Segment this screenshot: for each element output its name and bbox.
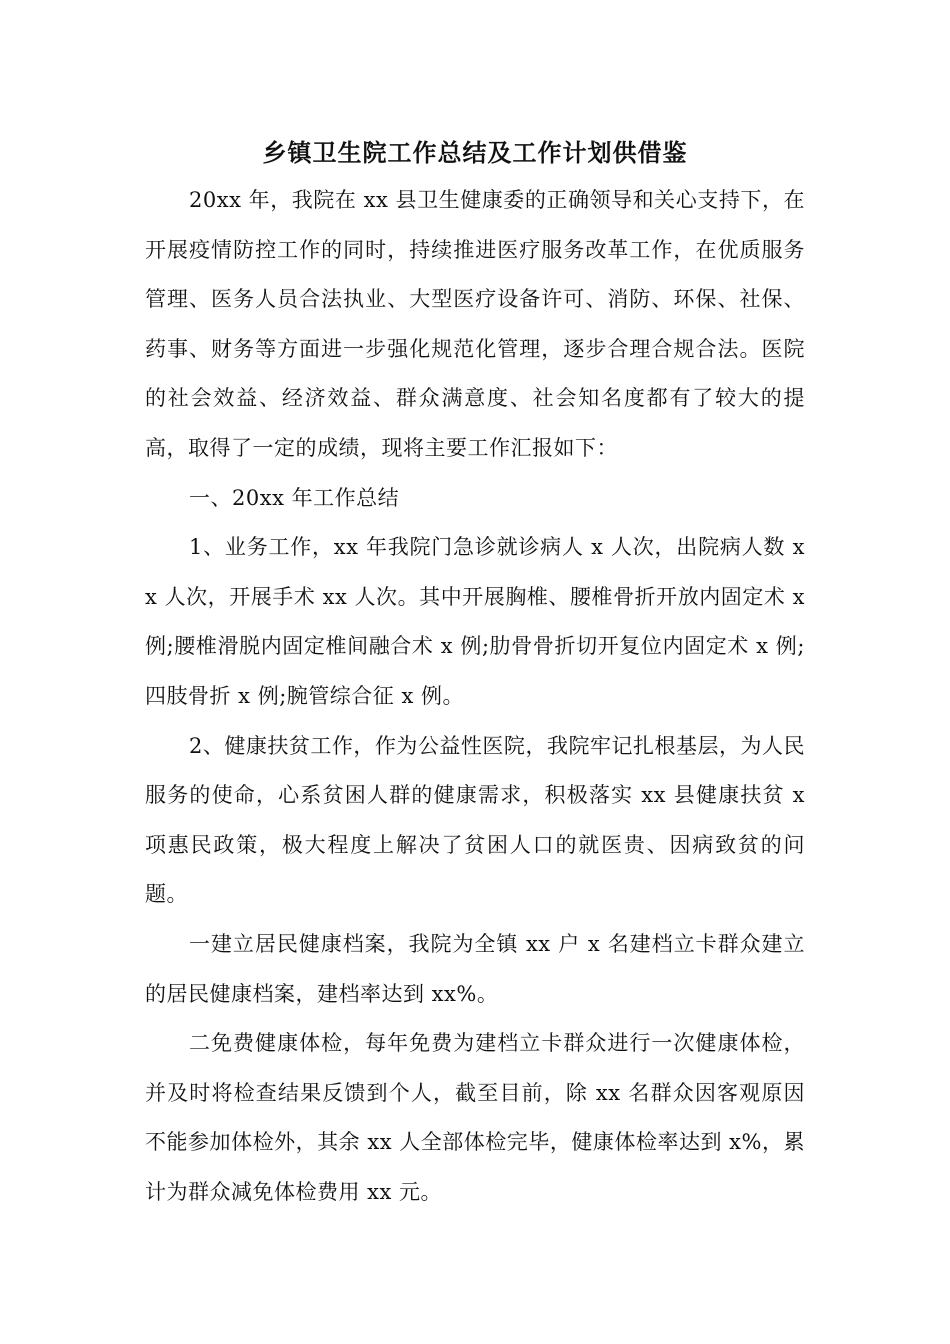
section-heading-summary: 一、20xx 年工作总结 xyxy=(189,485,400,510)
paragraph-health-records: 一建立居民健康档案，我院为全镇 xx 户 x 名建档立卡群众建立的居民健康档案，建档率达到 xx%。 xyxy=(145,931,805,1006)
paragraph-intro: 20xx 年，我院在 xx 县卫生健康委的正确领导和关心支持下，在开展疫情防控工作的同时，持续推进医疗服务改革工作，在优质服务管理、医务人员合法执业、大型医疗设备许可、消防、环保、社保、药事、财务等方面进一步强化规范化管理，逐步合理合规合法。医院的社会效益、经济效益、群众满意度、社会知名度都有了较大的提高，取得了一定的成绩，现将主要工作汇报如下： xyxy=(145,188,805,460)
paragraph-health-poverty: 2、健康扶贫工作，作为公益性医院，我院牢记扎根基层，为人民服务的使命，心系贫困人群的健康需求，积极落实 xx 县健康扶贫 x 项惠民政策，极大程度上解决了贫困人口的就医贵、因病致贫的问题。 xyxy=(145,733,805,907)
document-title: 乡镇卫生院工作总结及工作计划供借鉴 xyxy=(262,138,688,167)
paragraph-business-work: 1、业务工作，xx 年我院门急诊就诊病人 x 人次，出院病人数 xx 人次，开展手术 xx 人次。其中开展胸椎、腰椎骨折开放内固定术 x 例;腰椎滑脱内固定椎间融合术 x 例;肋骨骨折切开复位内固定术 x 例;四肢骨折 x 例;腕管综合征 x 例。 xyxy=(145,535,805,708)
document-body xyxy=(145,176,805,1217)
paragraph-free-checkup: 二免费健康体检，每年免费为建档立卡群众进行一次健康体检，并及时将检查结果反馈到个人，截至目前，除 xx 名群众因客观原因不能参加体检外，其余 xx 人全部体检完毕，健康体检率达到 x%，累计为群众减免体检费用 xx 元。 xyxy=(145,1031,805,1204)
